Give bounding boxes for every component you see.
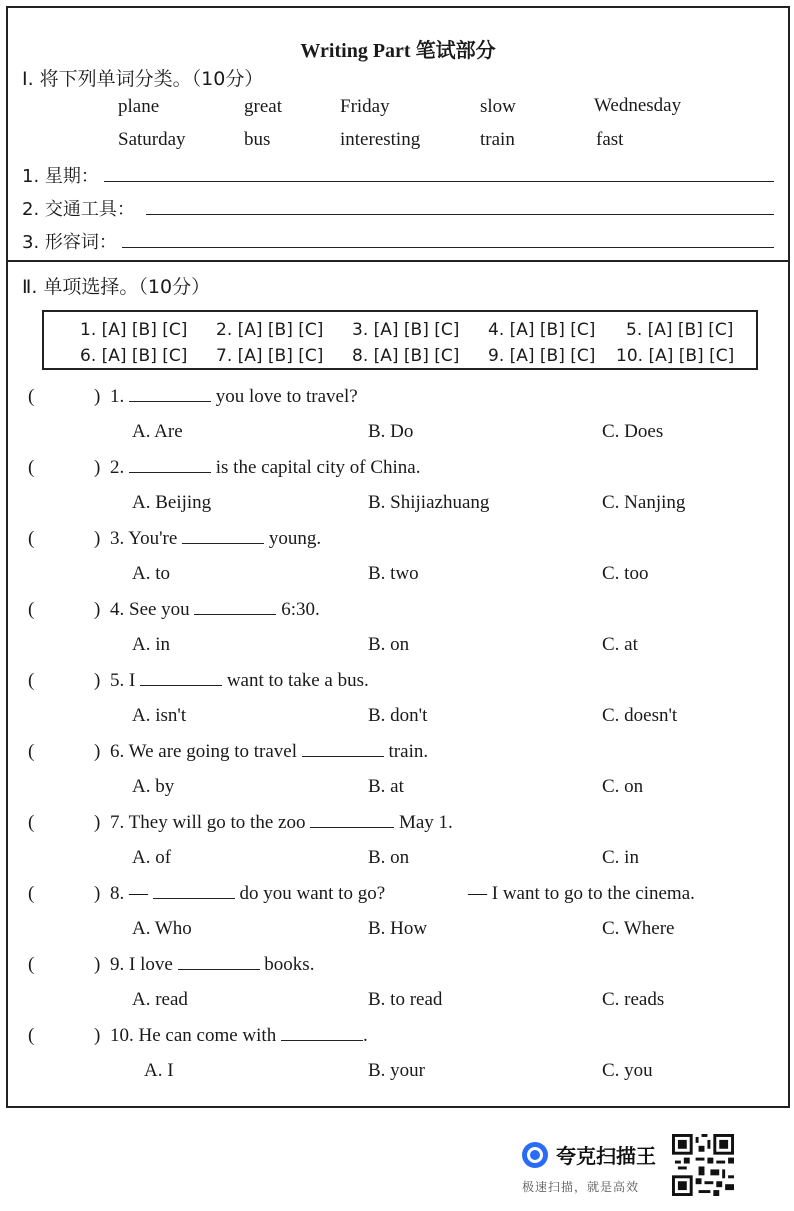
option-c[interactable]: C. Where [602,918,675,939]
option-c[interactable]: C. you [602,1060,653,1081]
answer-slot[interactable] [40,883,90,905]
option-b[interactable]: B. Do [368,421,414,442]
question-text-after: train. [383,741,429,762]
answer-paren-open: ( [28,386,35,407]
option-a[interactable]: A. in [132,634,170,655]
option-b[interactable]: B. on [368,634,410,655]
scanner-brand: 夸克扫描王 [556,1144,656,1168]
question-blank[interactable] [310,813,394,828]
option-b[interactable]: B. to read [368,989,443,1010]
answer-slot[interactable] [40,1025,90,1047]
scanner-slogan: 极速扫描，就是高效 [522,1180,640,1194]
option-c[interactable]: C. on [602,776,644,797]
word: plane [118,96,160,117]
option-b[interactable]: B. at [368,776,404,797]
answer-paren-close: ) [94,812,101,833]
question-stem [110,954,314,976]
option-a[interactable]: A. Beijing [132,492,212,513]
question-number: 3. [110,528,125,549]
transport-answer-line[interactable] [146,214,774,215]
question-blank[interactable] [153,884,235,899]
answer-paren-close: ) [94,883,101,904]
answer-bubble-row[interactable]: 7. [A] [B] [C] [216,346,324,366]
option-a[interactable]: A. by [132,776,175,797]
question-text-before: — [129,883,153,904]
question-number: 9. [110,954,125,975]
option-a[interactable]: A. isn't [132,705,187,726]
section-1 [8,8,788,262]
answer-paren-open: ( [28,812,35,833]
question-text-before: We are going to travel [128,741,302,762]
question-blank[interactable] [182,529,264,544]
section-1-heading: Ⅰ. 将下列单词分类。（10分） [22,68,264,90]
question-stem [110,528,321,550]
question-text-before: I [129,670,141,691]
category-transport [22,195,135,221]
answer-bubble-row[interactable]: 8. [A] [B] [C] [352,346,460,366]
answer-bubble-row[interactable]: 4. [A] [B] [C] [488,320,596,340]
word: interesting [340,129,421,150]
option-b[interactable]: B. don't [368,705,428,726]
answer-paren-open: ( [28,1025,35,1046]
answer-slot[interactable] [40,457,90,479]
question-stem [110,670,369,692]
question-number: 1. [110,386,125,407]
word: slow [480,96,516,117]
option-a[interactable]: A. Are [132,421,183,442]
question-text-before: See you [129,599,195,620]
question-stem [110,883,385,905]
answer-paren-close: ) [94,1025,101,1046]
answer-slot[interactable] [40,670,90,692]
exam-sheet [6,6,790,1108]
answer-paren-open: ( [28,883,35,904]
question-blank[interactable] [178,955,260,970]
option-c[interactable]: C. Does [602,421,664,442]
category-label: 3. 形容词： [22,232,117,253]
question-text-after: young. [264,528,322,549]
question-text-after: 6:30. [276,599,320,620]
answer-bubble-row[interactable]: 5. [A] [B] [C] [626,320,734,340]
option-a[interactable]: A. I [144,1060,174,1081]
question-text-before: They will go to the zoo [128,812,311,833]
question-blank[interactable] [129,387,211,402]
word: bus [244,129,271,150]
answer-paren-open: ( [28,670,35,691]
answer-paren-close: ) [94,670,101,691]
answer-slot[interactable] [40,741,90,763]
option-a[interactable]: A. read [132,989,188,1010]
answer-paren-close: ) [94,741,101,762]
answer-sheet-box [42,310,758,370]
option-a[interactable]: A. to [132,563,170,584]
option-b[interactable]: B. on [368,847,410,868]
question-stem [110,1025,368,1047]
question-number: 6. [110,741,125,762]
question-text-before: He can come with [138,1025,281,1046]
section-2-heading: Ⅱ. 单项选择。（10分） [22,276,211,298]
answer-paren-close: ) [94,457,101,478]
adjectives-answer-line[interactable] [122,247,774,248]
answer-paren-open: ( [28,457,35,478]
option-b[interactable]: B. your [368,1060,425,1081]
answer-bubble-row[interactable]: 1. [A] [B] [C] [80,320,188,340]
answer-bubble-row[interactable]: 3. [A] [B] [C] [352,320,460,340]
answer-bubble-row[interactable]: 9. [A] [B] [C] [488,346,596,366]
category-weekdays [22,162,99,188]
word: Wednesday [594,95,682,116]
question-text-after: books. [259,954,315,975]
answer-paren-open: ( [28,741,35,762]
category-label: 2. 交通工具： [22,199,135,220]
question-text-before: You're [128,528,183,549]
question-text-after: . [362,1025,368,1046]
option-c[interactable]: C. too [602,563,649,584]
question-stem [110,599,320,621]
question-number: 8. [110,883,125,904]
option-c[interactable]: C. Nanjing [602,492,686,513]
option-a[interactable]: A. Who [132,918,192,939]
answer-paren-close: ) [94,599,101,620]
answer-paren-close: ) [94,954,101,975]
question-text-before: I love [129,954,178,975]
answer-paren-close: ) [94,528,101,549]
question-text-after: want to take a bus. [222,670,369,691]
question-response: — I want to go to the cinema. [468,883,695,904]
question-blank[interactable] [194,600,276,615]
answer-bubble-row[interactable]: 6. [A] [B] [C] [80,346,188,366]
option-c[interactable]: C. at [602,634,638,655]
scanner-logo [522,1140,656,1169]
question-blank[interactable] [281,1026,363,1041]
qr-code-icon [672,1134,734,1196]
word: great [244,96,282,117]
answer-paren-close: ) [94,386,101,407]
question-blank[interactable] [140,671,222,686]
option-b[interactable]: B. How [368,918,428,939]
word: Friday [340,96,390,117]
category-label: 1. 星期： [22,166,99,187]
option-b[interactable]: B. Shijiazhuang [368,492,490,513]
answer-slot[interactable] [40,812,90,834]
scanner-logo-icon [522,1142,548,1168]
option-c[interactable]: C. reads [602,989,665,1010]
answer-paren-open: ( [28,954,35,975]
answer-slot[interactable] [40,599,90,621]
answer-paren-open: ( [28,599,35,620]
question-text-after: May 1. [394,812,453,833]
option-a[interactable]: A. of [132,847,172,868]
question-text-after: do you want to go? [234,883,386,904]
question-text-after: you love to travel? [211,386,358,407]
answer-paren-open: ( [28,528,35,549]
question-stem [110,386,358,408]
answer-bubble-row[interactable]: 2. [A] [B] [C] [216,320,324,340]
answer-slot[interactable] [40,954,90,976]
question-text-after: is the capital city of China. [211,457,421,478]
option-b[interactable]: B. two [368,563,419,584]
answer-slot[interactable] [40,386,90,408]
question-blank[interactable] [302,742,384,757]
question-stem [110,741,428,763]
answer-slot[interactable] [40,528,90,550]
word: train [480,129,515,150]
question-stem [110,457,420,479]
question-stem [110,812,453,834]
question-number: 4. [110,599,125,620]
page-title: Writing Part 笔试部分 [300,40,496,62]
answer-bubble-row[interactable]: 10. [A] [B] [C] [616,346,735,366]
word: Saturday [118,129,186,150]
question-number: 7. [110,812,125,833]
category-adjectives [22,228,117,254]
option-c[interactable]: C. doesn't [602,705,678,726]
question-number: 2. [110,457,125,478]
question-number: 10. [110,1025,134,1046]
question-blank[interactable] [129,458,211,473]
weekdays-answer-line[interactable] [104,181,774,182]
question-number: 5. [110,670,125,691]
word: fast [596,129,624,150]
option-c[interactable]: C. in [602,847,639,868]
